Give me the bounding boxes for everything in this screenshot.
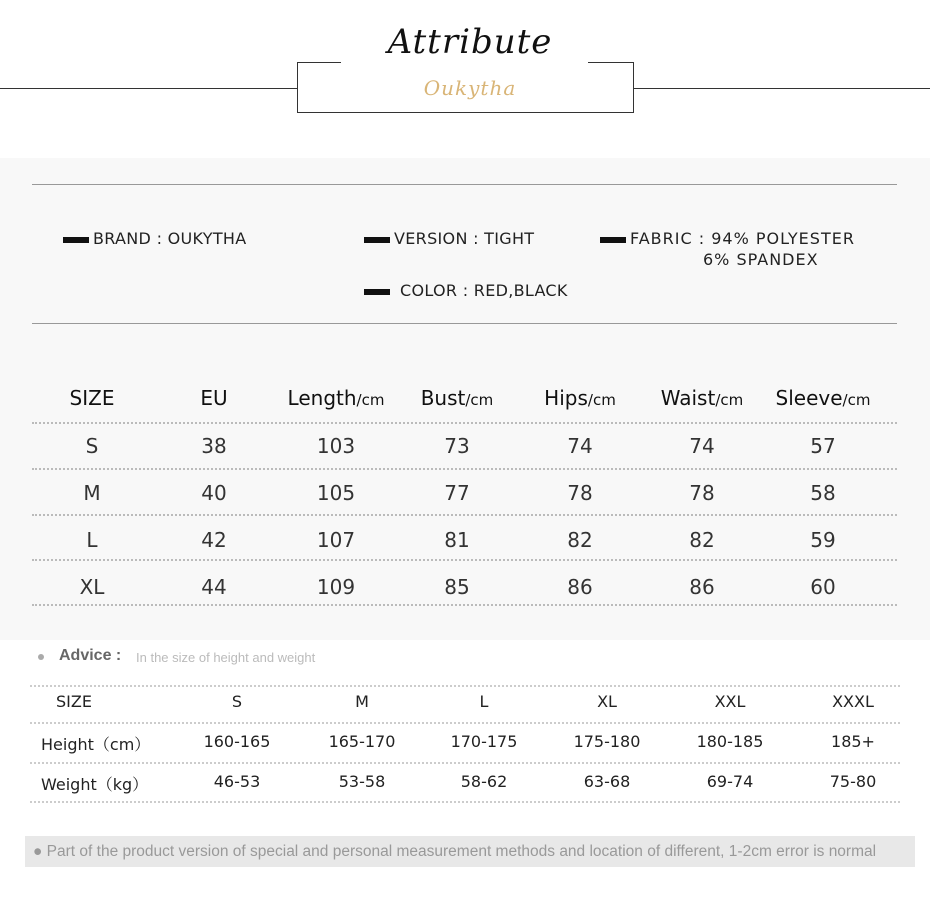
attr-brand bbox=[63, 229, 247, 248]
header-rule-right bbox=[633, 88, 930, 89]
bullet-icon bbox=[63, 237, 89, 243]
table-cell: 42 bbox=[201, 528, 227, 552]
column-header bbox=[758, 386, 888, 410]
table-cell: XL bbox=[79, 575, 105, 599]
column-header bbox=[149, 386, 279, 410]
table-cell: 77 bbox=[444, 481, 470, 505]
table-cell: 105 bbox=[316, 481, 356, 505]
column-header-label: EU bbox=[200, 386, 228, 410]
title-frame-top-left bbox=[297, 62, 341, 63]
table-cell: S bbox=[85, 434, 99, 458]
advice-header: XL bbox=[597, 692, 617, 711]
title-frame-top-right bbox=[588, 62, 633, 63]
header-rule-left bbox=[0, 88, 297, 89]
column-header bbox=[392, 386, 522, 410]
row-divider bbox=[32, 604, 897, 606]
attr-brand-text: BRAND : OUKYTHA bbox=[93, 229, 247, 248]
table-cell: 103 bbox=[316, 434, 356, 458]
advice-cell: 170-175 bbox=[450, 732, 518, 751]
row-divider bbox=[32, 468, 897, 470]
brand-logo-text: Oukytha bbox=[423, 76, 517, 100]
advice-header: M bbox=[355, 692, 369, 711]
advice-cell: 69-74 bbox=[706, 772, 754, 791]
advice-header: S bbox=[231, 692, 243, 711]
column-header-unit: /cm bbox=[587, 391, 616, 409]
table-cell: 40 bbox=[201, 481, 227, 505]
column-header-label: Waist bbox=[660, 386, 716, 410]
table-cell: 74 bbox=[567, 434, 593, 458]
advice-cell: 63-68 bbox=[583, 772, 631, 791]
table-cell: 78 bbox=[567, 481, 593, 505]
advice-cell: 180-185 bbox=[696, 732, 764, 751]
column-header bbox=[271, 386, 401, 410]
row-divider bbox=[32, 559, 897, 561]
bullet-icon bbox=[600, 237, 626, 243]
advice-label: Advice : bbox=[59, 647, 122, 664]
table-cell: 81 bbox=[444, 528, 470, 552]
advice-hint: In the size of height and weight bbox=[136, 650, 316, 665]
table-cell: 86 bbox=[689, 575, 715, 599]
attr-version bbox=[364, 229, 534, 248]
advice-cell: Height（cm） bbox=[41, 735, 151, 754]
bullet-icon bbox=[364, 289, 390, 295]
table-cell: 107 bbox=[316, 528, 356, 552]
attr-fabric-text: FABRIC : 94% POLYESTER bbox=[630, 229, 855, 248]
column-header bbox=[27, 386, 157, 410]
page-title: Attribute bbox=[387, 22, 553, 62]
table-cell: 74 bbox=[689, 434, 715, 458]
table-cell: 109 bbox=[316, 575, 356, 599]
measurement-note: ● Part of the product version of special and personal measurement methods and location of different, 1-2cm error is normal bbox=[25, 836, 915, 867]
attr-version-text: VERSION : TIGHT bbox=[394, 229, 535, 248]
table-cell: 82 bbox=[567, 528, 593, 552]
advice-header: XXL bbox=[714, 692, 746, 711]
column-header bbox=[515, 386, 645, 410]
advice-cell: 58-62 bbox=[460, 772, 508, 791]
table-cell: 73 bbox=[444, 434, 470, 458]
table-cell: 85 bbox=[444, 575, 470, 599]
table-cell: 38 bbox=[201, 434, 227, 458]
advice-cell: 160-165 bbox=[203, 732, 271, 751]
advice-cell: 185+ bbox=[831, 732, 875, 751]
column-header-unit: /cm bbox=[715, 391, 744, 409]
column-header-label: Bust bbox=[420, 386, 466, 410]
row-divider bbox=[30, 762, 900, 764]
bullet-icon bbox=[38, 654, 44, 660]
advice-cell: Weight（kg） bbox=[41, 775, 149, 794]
row-divider bbox=[30, 722, 900, 724]
table-cell: 78 bbox=[689, 481, 715, 505]
row-divider bbox=[30, 801, 900, 803]
table-cell: 86 bbox=[567, 575, 593, 599]
table-cell: M bbox=[83, 481, 101, 505]
column-header-label: Hips bbox=[544, 386, 588, 410]
divider bbox=[32, 184, 897, 185]
advice-header: SIZE bbox=[56, 692, 92, 711]
measurement-note-text: Part of the product version of special and personal measurement methods and location of different, 1-2cm error is normal bbox=[46, 843, 877, 860]
row-divider bbox=[32, 514, 897, 516]
advice-cell: 165-170 bbox=[328, 732, 396, 751]
row-divider bbox=[32, 422, 897, 424]
divider bbox=[32, 323, 897, 324]
advice-cell: 53-58 bbox=[338, 772, 386, 791]
table-cell: 59 bbox=[810, 528, 836, 552]
table-cell: 82 bbox=[689, 528, 715, 552]
advice-cell: 175-180 bbox=[573, 732, 641, 751]
advice-header: XXXL bbox=[832, 692, 874, 711]
attr-color-text: COLOR : RED,BLACK bbox=[400, 281, 568, 300]
row-divider bbox=[30, 685, 900, 687]
attr-fabric bbox=[600, 229, 855, 248]
attr-color bbox=[364, 281, 568, 300]
advice-header: L bbox=[479, 692, 489, 711]
advice-cell: 46-53 bbox=[213, 772, 261, 791]
column-header-unit: /cm bbox=[356, 391, 385, 409]
table-cell: 60 bbox=[810, 575, 836, 599]
column-header-unit: /cm bbox=[842, 391, 871, 409]
bullet-icon bbox=[364, 237, 390, 243]
table-cell: 57 bbox=[810, 434, 836, 458]
column-header-label: SIZE bbox=[69, 386, 115, 410]
column-header bbox=[637, 386, 767, 410]
column-header-label: Sleeve bbox=[775, 386, 843, 410]
column-header-unit: /cm bbox=[465, 391, 494, 409]
attr-fabric-line2: 6% SPANDEX bbox=[703, 250, 819, 269]
table-cell: 44 bbox=[201, 575, 227, 599]
table-cell: L bbox=[86, 528, 98, 552]
advice-cell: 75-80 bbox=[829, 772, 877, 791]
table-cell: 58 bbox=[810, 481, 836, 505]
column-header-label: Length bbox=[287, 386, 357, 410]
